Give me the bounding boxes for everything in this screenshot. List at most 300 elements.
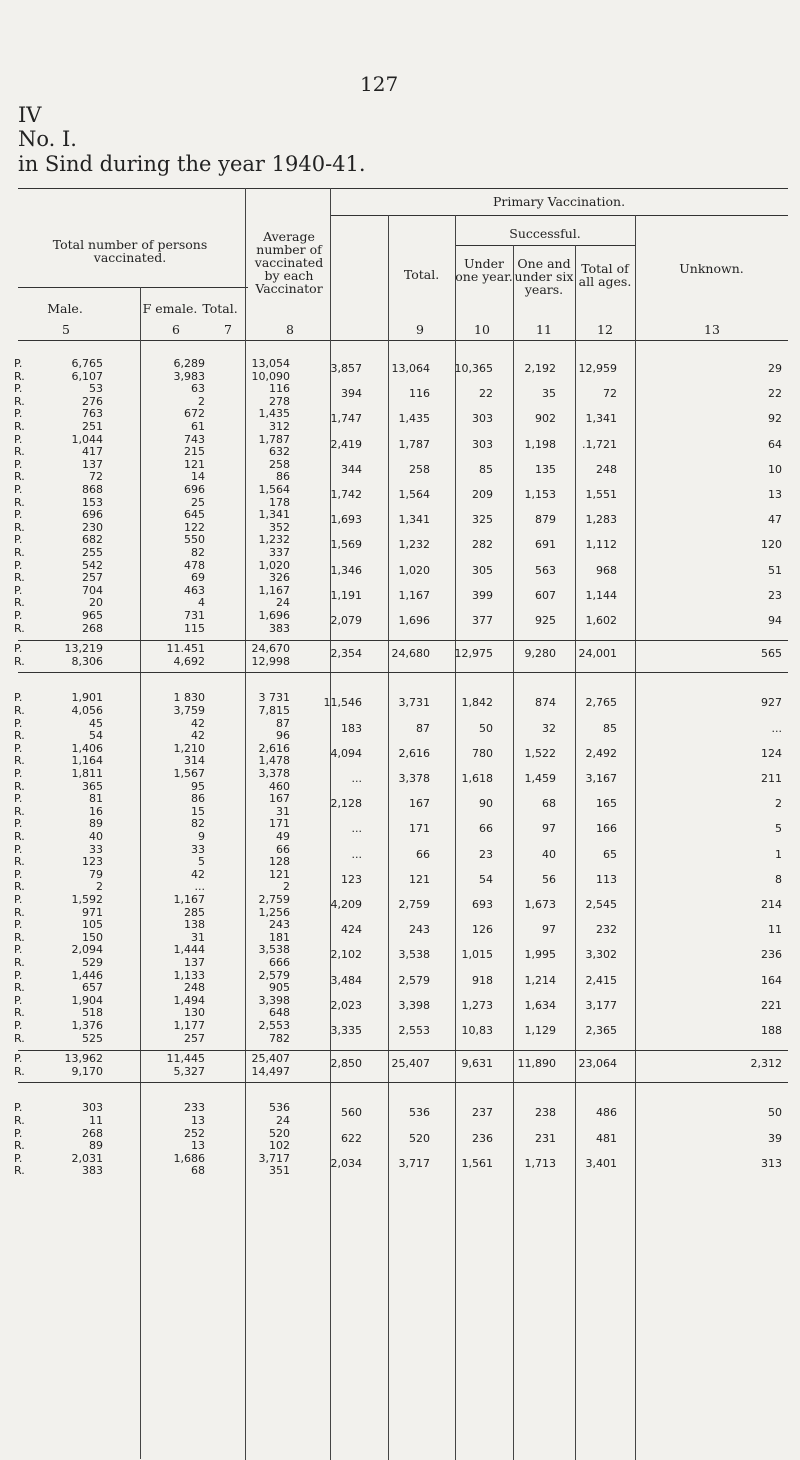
- row-label: P.: [14, 1101, 23, 1115]
- cell-f: 115: [184, 621, 205, 635]
- cell-avg: 3,484: [330, 973, 362, 987]
- cell-tot: 1,696: [398, 614, 430, 627]
- cell-f: 252: [184, 1126, 205, 1140]
- cell-m: 54: [89, 729, 103, 743]
- cell-all: 1,112: [585, 538, 617, 552]
- cell-f: 42: [191, 729, 205, 743]
- cell-f: 1,494: [173, 993, 205, 1007]
- cell-u1: 54: [479, 872, 493, 886]
- cell-u6: 1,995: [524, 948, 556, 962]
- cell-m: 40: [89, 830, 103, 843]
- cell-u1: 780: [472, 746, 493, 760]
- cell-tot: 1,020: [398, 563, 430, 577]
- cell-f: 1,133: [173, 968, 205, 982]
- cell-m: 2: [96, 880, 103, 894]
- cell-u6: 874: [535, 696, 556, 710]
- cell-unk: 236: [761, 948, 782, 962]
- cell-t: 2,759: [258, 893, 290, 906]
- row-label: P.: [14, 609, 23, 622]
- cell-u6: 1,459: [524, 772, 556, 785]
- cell-unk: 11: [768, 923, 782, 937]
- cell-all: 72: [603, 387, 617, 401]
- cell-unk: 13: [768, 488, 782, 501]
- header-average: Average number of vaccinated by each Vaccinator: [254, 229, 324, 296]
- rule-top: [18, 188, 788, 189]
- cell-all: 1,283: [585, 513, 617, 527]
- cell-t: 24: [276, 596, 290, 610]
- row-label: P.: [14, 792, 23, 806]
- cell-m: 1,446: [71, 968, 103, 982]
- row-label: R.: [14, 571, 25, 585]
- cell-u1: 209: [472, 488, 493, 501]
- cell-f: 4: [198, 596, 205, 610]
- cell-u1: 126: [472, 923, 493, 937]
- cell-t: 648: [269, 1006, 290, 1020]
- cell-f: 14: [191, 470, 205, 484]
- cell-tot: 87: [416, 721, 430, 735]
- cell-t: 1,232: [258, 533, 290, 547]
- cell-f: 2: [198, 394, 205, 408]
- column-number: 10: [474, 322, 490, 337]
- cell-all: 2,415: [585, 973, 617, 987]
- cell-u1: 236: [472, 1131, 493, 1145]
- heading-number: No. I.: [18, 127, 77, 151]
- page-number: 127: [360, 72, 399, 96]
- cell-f: 69: [191, 571, 205, 585]
- row-label: P.: [14, 508, 23, 522]
- cell-f: 42: [191, 867, 205, 881]
- cell-all: 1,551: [585, 488, 617, 501]
- cell-t: 13,054: [251, 357, 290, 370]
- cell-avg: 2,102: [330, 948, 362, 962]
- row-label: R.: [14, 621, 25, 635]
- cell-t: 3 731: [258, 691, 290, 705]
- cell-t: 2: [283, 880, 290, 894]
- cell-t: 178: [269, 495, 290, 509]
- header-one-six: One and under six years.: [514, 256, 574, 297]
- cell-f: 3,759: [173, 704, 205, 717]
- cell-avg: 2,023: [330, 998, 362, 1012]
- cell-f: 696: [184, 483, 205, 496]
- cell-m: 4,056: [71, 704, 103, 717]
- cell-u1: 282: [472, 538, 493, 552]
- cell-f: 11.451: [166, 642, 205, 656]
- cell-t: 1,020: [258, 558, 290, 572]
- cell-m: 33: [89, 842, 103, 856]
- cell-m: 153: [82, 495, 103, 509]
- cell-m: 529: [82, 956, 103, 969]
- cell-t: 3,538: [258, 943, 290, 957]
- column-number: 7: [224, 322, 232, 337]
- row-label: R.: [14, 1064, 25, 1078]
- row-label: P.: [14, 893, 23, 906]
- cell-f: 25: [191, 495, 205, 509]
- column-number: 11: [536, 322, 552, 337]
- cell-u6: 1,634: [524, 998, 556, 1012]
- cell-f: 550: [184, 533, 205, 547]
- cell-avg: 1,747: [330, 412, 362, 426]
- cell-unk: 94: [768, 614, 782, 627]
- cell-t: 167: [269, 792, 290, 806]
- cell-t: 1,256: [258, 905, 290, 919]
- cell-all: 2,492: [585, 746, 617, 760]
- cell-avg: ...: [351, 822, 362, 836]
- cell-f: 68: [191, 1164, 205, 1178]
- cell-f: 1,177: [173, 1019, 205, 1032]
- cell-unk: 565: [761, 647, 782, 661]
- cell-avg: 1,569: [330, 538, 362, 552]
- cell-u6: 40: [542, 847, 556, 861]
- cell-t: 460: [269, 779, 290, 793]
- cell-avg: 183: [341, 721, 362, 735]
- row-label: R.: [14, 855, 25, 869]
- cell-u6: 2,192: [524, 362, 556, 375]
- cell-unk: 39: [768, 1131, 782, 1145]
- cell-tot: 2,759: [398, 898, 430, 911]
- cell-m: 6,107: [71, 369, 103, 383]
- cell-avg: 4,209: [330, 898, 362, 911]
- cell-f: 3,983: [173, 369, 205, 383]
- cell-f: 121: [184, 457, 205, 471]
- cell-u1: 9,631: [461, 1057, 493, 1071]
- cell-avg: 11,546: [323, 696, 362, 710]
- cell-u1: 1,842: [461, 696, 493, 710]
- cell-t: 243: [269, 918, 290, 932]
- column-number: 6: [172, 322, 180, 337]
- cell-m: 696: [82, 508, 103, 522]
- cell-t: 116: [269, 382, 290, 396]
- cell-u6: 11,890: [517, 1057, 556, 1071]
- cell-m: 971: [82, 905, 103, 919]
- row-label: P.: [14, 533, 23, 547]
- heading-iv: IV: [18, 103, 42, 127]
- cell-m: 11: [89, 1114, 103, 1127]
- cell-u6: 1,214: [524, 973, 556, 987]
- cell-avg: 1,191: [330, 588, 362, 602]
- row-label: P.: [14, 407, 23, 421]
- cell-all: 2,545: [585, 898, 617, 911]
- cell-m: 268: [82, 621, 103, 635]
- row-label: R.: [14, 1139, 25, 1153]
- cell-t: 782: [269, 1031, 290, 1045]
- cell-unk: 2,312: [750, 1057, 782, 1071]
- cell-all: 1,602: [585, 614, 617, 627]
- cell-u1: 22: [479, 387, 493, 401]
- cell-u6: 32: [542, 721, 556, 735]
- cell-all: 165: [596, 797, 617, 811]
- cell-u6: 56: [542, 872, 556, 886]
- cell-m: 13,219: [64, 642, 103, 656]
- row-label: P.: [14, 943, 23, 957]
- total-rule-bottom: [18, 1082, 788, 1083]
- cell-u6: 1,522: [524, 746, 556, 760]
- cell-u1: 237: [472, 1106, 493, 1120]
- cell-u6: 1,198: [524, 437, 556, 451]
- cell-m: 251: [82, 420, 103, 433]
- cell-m: 89: [89, 1139, 103, 1153]
- cell-tot: 3,398: [398, 998, 430, 1012]
- cell-f: 672: [184, 407, 205, 421]
- cell-t: 1,341: [258, 508, 290, 522]
- column-number: 13: [704, 322, 720, 337]
- cell-f: 13: [191, 1114, 205, 1127]
- cell-tot: 13,064: [391, 362, 430, 375]
- cell-all: 23,064: [578, 1057, 617, 1071]
- cell-unk: 5: [775, 822, 782, 836]
- cell-t: 128: [269, 855, 290, 869]
- cell-m: 150: [82, 930, 103, 944]
- cell-t: 49: [276, 830, 290, 843]
- cell-m: 303: [82, 1101, 103, 1115]
- cell-f: 13: [191, 1139, 205, 1153]
- cell-u6: 97: [542, 923, 556, 937]
- row-label: P.: [14, 867, 23, 881]
- cell-all: 85: [603, 721, 617, 735]
- cell-m: 763: [82, 407, 103, 421]
- row-label: R.: [14, 956, 25, 969]
- cell-m: 542: [82, 558, 103, 572]
- cell-t: 181: [269, 930, 290, 944]
- cell-m: 518: [82, 1006, 103, 1020]
- cell-m: 2,031: [71, 1151, 103, 1165]
- row-label: R.: [14, 520, 25, 534]
- cell-u1: 90: [479, 797, 493, 811]
- column-number: 5: [62, 322, 70, 337]
- cell-u1: 1,273: [461, 998, 493, 1012]
- cell-u6: 1,153: [524, 488, 556, 501]
- cell-tot: 1,167: [398, 588, 430, 602]
- cell-t: 86: [276, 470, 290, 484]
- cell-t: 1,435: [258, 407, 290, 421]
- cell-avg: ...: [351, 847, 362, 861]
- cell-tot: 3,538: [398, 948, 430, 962]
- cell-f: 248: [184, 981, 205, 995]
- cell-u6: 238: [535, 1106, 556, 1120]
- cell-t: 87: [276, 716, 290, 730]
- cell-m: 1,901: [71, 691, 103, 705]
- row-label: R.: [14, 704, 25, 717]
- cell-f: 285: [184, 905, 205, 919]
- cell-m: 1,164: [71, 754, 103, 768]
- row-label: P.: [14, 691, 23, 705]
- row-label: R.: [14, 445, 25, 459]
- cell-f: 1,167: [173, 893, 205, 906]
- cell-t: 96: [276, 729, 290, 743]
- total-rule: [18, 640, 788, 641]
- header-prim-total: Total.: [403, 267, 440, 282]
- cell-u1: 1,561: [461, 1156, 493, 1170]
- row-label: R.: [14, 654, 25, 668]
- row-label: R.: [14, 729, 25, 743]
- cell-unk: 22: [768, 387, 782, 401]
- heading-title: in Sind during the year 1940-41.: [18, 152, 366, 176]
- cell-unk: 1: [775, 847, 782, 861]
- cell-t: 102: [269, 1139, 290, 1153]
- cell-tot: 1,232: [398, 538, 430, 552]
- row-label: P.: [14, 558, 23, 572]
- cell-f: 137: [184, 956, 205, 969]
- cell-m: 525: [82, 1031, 103, 1045]
- cell-t: 337: [269, 546, 290, 559]
- cell-f: 33: [191, 842, 205, 856]
- cell-tot: 3,378: [398, 772, 430, 785]
- cell-t: 258: [269, 457, 290, 471]
- cell-t: 312: [269, 420, 290, 433]
- column-number: 9: [416, 322, 424, 337]
- cell-unk: 221: [761, 998, 782, 1012]
- cell-f: 82: [191, 546, 205, 559]
- cell-m: 255: [82, 546, 103, 559]
- cell-t: 1,696: [258, 609, 290, 622]
- cell-u6: 879: [535, 513, 556, 527]
- row-label: R.: [14, 1164, 25, 1178]
- cell-t: 1,167: [258, 583, 290, 597]
- cell-f: 5: [198, 855, 205, 869]
- row-label: P.: [14, 1052, 23, 1066]
- cell-avg: 344: [341, 462, 362, 476]
- cell-m: 1,904: [71, 993, 103, 1007]
- cell-tot: 520: [409, 1131, 430, 1145]
- cell-t: 326: [269, 571, 290, 585]
- cell-tot: 171: [409, 822, 430, 836]
- cell-t: 3,398: [258, 993, 290, 1007]
- cell-u6: 9,280: [524, 647, 556, 661]
- cell-avg: 1,346: [330, 563, 362, 577]
- cell-t: 66: [276, 842, 290, 856]
- cell-u6: 231: [535, 1131, 556, 1145]
- cell-unk: 2: [775, 797, 782, 811]
- cell-t: 3,378: [258, 767, 290, 780]
- row-label: R.: [14, 754, 25, 768]
- cell-tot: 2,553: [398, 1024, 430, 1037]
- row-label: P.: [14, 1151, 23, 1165]
- cell-f: 9: [198, 830, 205, 843]
- cell-all: 968: [596, 563, 617, 577]
- cell-m: 72: [89, 470, 103, 484]
- cell-f: 63: [191, 382, 205, 396]
- cell-f: 4,692: [173, 654, 205, 668]
- cell-all: 2,365: [585, 1024, 617, 1037]
- cell-m: 257: [82, 571, 103, 585]
- cell-t: 632: [269, 445, 290, 459]
- cell-u1: 50: [479, 721, 493, 735]
- cell-all: 481: [596, 1131, 617, 1145]
- cell-t: 171: [269, 817, 290, 831]
- row-label: P.: [14, 382, 23, 396]
- cell-all: 1,144: [585, 588, 617, 602]
- cell-u1: 377: [472, 614, 493, 627]
- cell-f: 130: [184, 1006, 205, 1020]
- row-label: P.: [14, 842, 23, 856]
- cell-tot: 66: [416, 847, 430, 861]
- cell-all: 24,001: [578, 647, 617, 661]
- cell-m: 1,811: [71, 767, 103, 780]
- cell-tot: 1,435: [398, 412, 430, 426]
- cell-u6: 563: [535, 563, 556, 577]
- col-line-4: [388, 215, 389, 1460]
- cell-f: 463: [184, 583, 205, 597]
- cell-u1: 85: [479, 462, 493, 476]
- cell-f: 122: [184, 520, 205, 534]
- row-label: R.: [14, 930, 25, 944]
- cell-unk: 8: [775, 872, 782, 886]
- cell-f: 314: [184, 754, 205, 768]
- row-label: P.: [14, 918, 23, 932]
- cell-f: 5,327: [173, 1064, 205, 1078]
- cell-tot: 116: [409, 387, 430, 401]
- cell-t: 1,478: [258, 754, 290, 768]
- cell-f: 1,567: [173, 767, 205, 780]
- cell-t: 905: [269, 981, 290, 995]
- row-label: R.: [14, 880, 25, 894]
- cell-unk: 927: [761, 696, 782, 710]
- row-label: R.: [14, 779, 25, 793]
- cell-tot: 3,731: [398, 696, 430, 710]
- cell-f: 15: [191, 804, 205, 818]
- cell-m: 13,962: [64, 1052, 103, 1066]
- cell-tot: 1,341: [398, 513, 430, 527]
- cell-u1: 10,365: [454, 362, 493, 375]
- cell-tot: 2,616: [398, 746, 430, 760]
- cell-u1: 303: [472, 412, 493, 426]
- cell-all: 3,177: [585, 998, 617, 1012]
- cell-u1: 918: [472, 973, 493, 987]
- cell-tot: 24,680: [391, 647, 430, 661]
- cell-tot: 258: [409, 462, 430, 476]
- row-label: R.: [14, 420, 25, 433]
- cell-t: 10,090: [251, 369, 290, 383]
- cell-tot: 121: [409, 872, 430, 886]
- cell-f: 31: [191, 930, 205, 944]
- cell-m: 123: [82, 855, 103, 869]
- cell-avg: ...: [351, 772, 362, 785]
- row-label: P.: [14, 741, 23, 755]
- cell-all: 166: [596, 822, 617, 836]
- cell-f: 6,289: [173, 357, 205, 370]
- cell-u1: 305: [472, 563, 493, 577]
- cell-f: 95: [191, 779, 205, 793]
- cell-m: 8,306: [71, 654, 103, 668]
- cell-u6: 1,129: [524, 1024, 556, 1037]
- row-label: R.: [14, 1006, 25, 1020]
- cell-f: 1,444: [173, 943, 205, 957]
- row-label: P.: [14, 483, 23, 496]
- header-primary-vaccination: Primary Vaccination.: [492, 194, 626, 209]
- cell-unk: 64: [768, 437, 782, 451]
- cell-avg: 2,079: [330, 614, 362, 627]
- row-label: P.: [14, 817, 23, 831]
- cell-f: ...: [194, 880, 205, 894]
- row-label: R.: [14, 905, 25, 919]
- cell-all: 12,959: [578, 362, 617, 375]
- cell-t: 520: [269, 1126, 290, 1140]
- cell-u1: 1,015: [461, 948, 493, 962]
- cell-f: 86: [191, 792, 205, 806]
- cell-m: 6,765: [71, 357, 103, 370]
- row-label: R.: [14, 804, 25, 818]
- cell-t: 2,553: [258, 1019, 290, 1032]
- rule-primary: [330, 215, 788, 216]
- cell-u6: 691: [535, 538, 556, 552]
- row-label: P.: [14, 583, 23, 597]
- cell-avg: 2,128: [330, 797, 362, 811]
- cell-unk: 164: [761, 973, 782, 987]
- cell-tot: 25,407: [391, 1057, 430, 1071]
- cell-m: 9,170: [71, 1064, 103, 1078]
- cell-unk: 120: [761, 538, 782, 552]
- cell-u1: 399: [472, 588, 493, 602]
- row-label: R.: [14, 470, 25, 484]
